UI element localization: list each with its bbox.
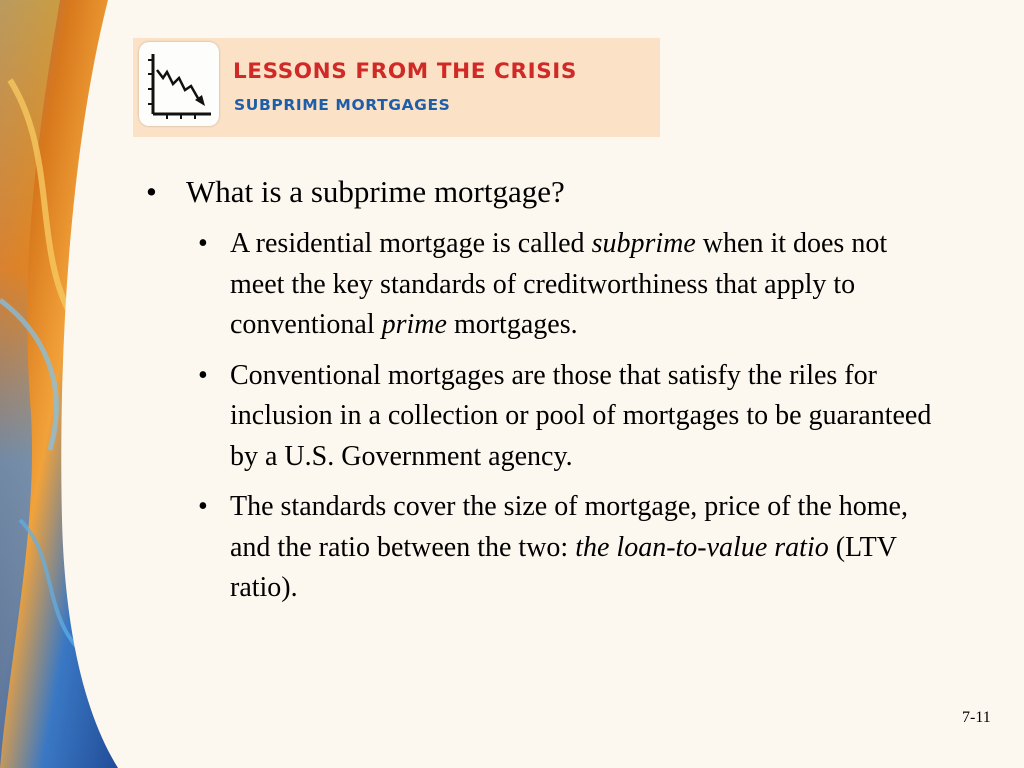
- slide-body: [146, 172, 946, 619]
- page-number: 7-11: [962, 709, 991, 726]
- bullet-text-part: mortgages.: [446, 309, 578, 340]
- declining-chart-icon: [139, 42, 219, 126]
- bullet-text: Conventional mortgages are those that satisfy the riles for inclusion in a collection or pool of mortgages to be guaranteed by a U.S. Government agency.: [230, 359, 932, 472]
- bullet-question: [146, 172, 946, 212]
- term-prime: prime: [381, 309, 447, 340]
- bullet-icon: •: [146, 174, 157, 209]
- banner-subtitle: SUBPRIME MORTGAGES: [234, 96, 451, 114]
- bullet-text-part: A residential mortgage is called: [230, 228, 592, 259]
- bullet-icon: •: [198, 359, 208, 391]
- sub-bullet-standards: [146, 487, 946, 609]
- bullet-text-part: The standards cover the size of mortgage, price of the home, and the ratio between the two:: [230, 491, 908, 563]
- section-banner: [133, 38, 660, 137]
- bullet-text-part: when it does not meet the key standards of creditworthiness that apply to conventional: [230, 228, 888, 340]
- banner-title: LESSONS FROM THE CRISIS: [233, 59, 577, 84]
- bullet-icon: •: [198, 228, 208, 259]
- sub-bullet-definition: [146, 224, 946, 346]
- bullet-text: What is a subprime mortgage?: [186, 174, 565, 209]
- bullet-icon: •: [198, 491, 208, 522]
- sub-bullet-conventional: [146, 356, 946, 478]
- bullet-text-part: (LTV ratio).: [230, 531, 897, 603]
- term-subprime: subprime: [591, 228, 696, 259]
- term-ltv: the loan-to-value ratio: [575, 531, 829, 563]
